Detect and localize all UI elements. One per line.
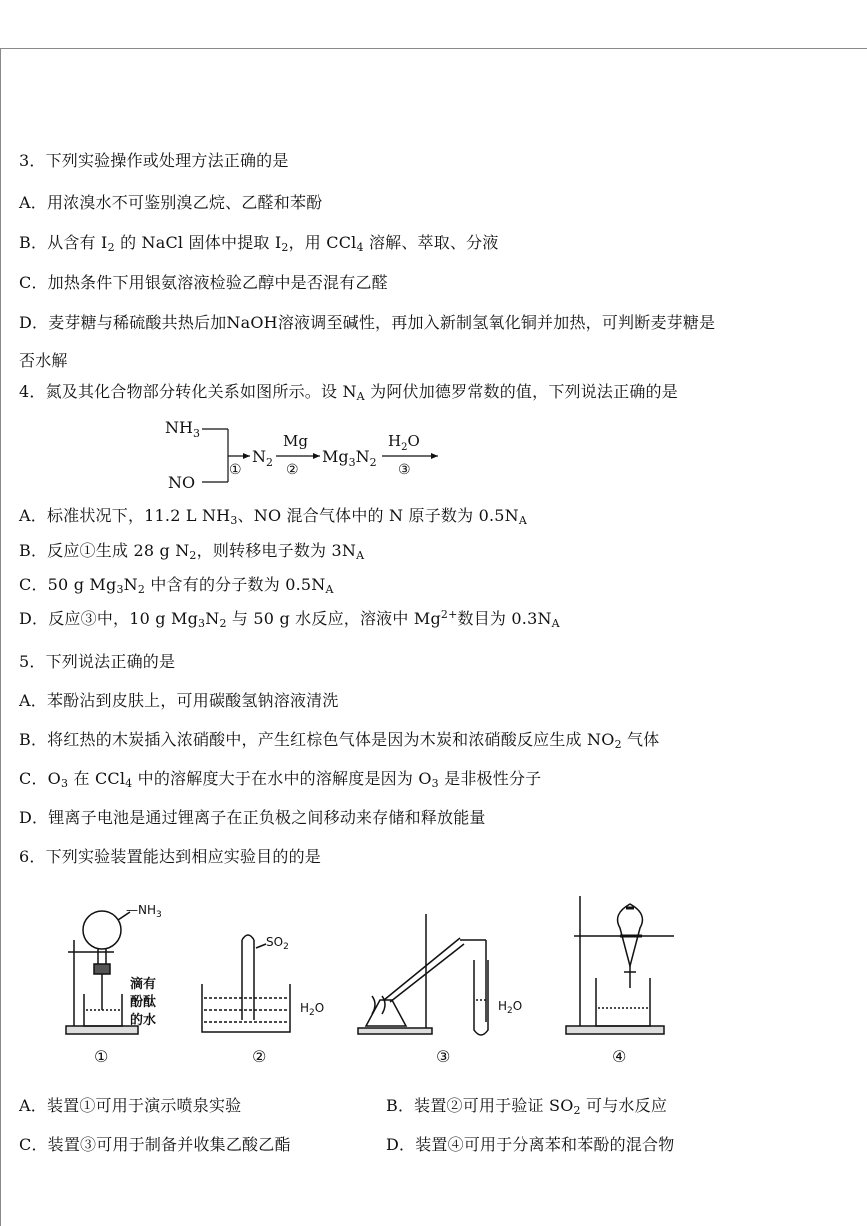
- q6-stem: 6．下列实验装置能达到相应实验目的的是: [19, 847, 321, 866]
- q5-option-a: A．苯酚沾到皮肤上，可用碳酸氢钠溶液清洗: [19, 691, 339, 710]
- q6-option-b: B．装置②可用于验证 $SO_2$ 可与水反应: [386, 1096, 668, 1117]
- q5-option-b: B．将红热的木炭插入浓硝酸中，产生红棕色气体是因为木炭和浓硝酸反应生成 $NO_2$ 气体: [19, 730, 660, 751]
- q6-option-d: D．装置④可用于分离苯和苯酚的混合物: [386, 1135, 675, 1154]
- scheme-n2: $N_2$: [252, 447, 273, 469]
- apparatus-2-h2o-label: $H_2O$: [300, 1001, 325, 1018]
- q5-stem: 5．下列说法正确的是: [19, 652, 176, 671]
- q5-option-d: D．锂离子电池是通过锂离子在正负极之间移动来存储和释放能量: [19, 808, 486, 827]
- apparatus-4-separatory-funnel: [566, 896, 674, 1034]
- q5-option-c: C．$O_3$ 在 CCl$_4$ 中的溶解度大于在水中的溶解度是因为 $O_3$ 是非极性分子: [19, 769, 542, 790]
- scheme-step-3: ③: [398, 462, 411, 478]
- page-border-top: [0, 48, 867, 49]
- q4-option-b: B．反应①生成 28 g $N_2$，则转移电子数为 $3N_A$: [19, 541, 365, 562]
- q4-option-d: D．反应③中，10 g $Mg_3N_2$ 与 50 g 水反应，溶液中 $Mg^{2+}$数目为 $0.3N_A$: [19, 608, 560, 630]
- scheme-step-2: ②: [286, 462, 299, 478]
- apparatus-1-nh3-label: $—NH_3$: [126, 903, 162, 920]
- page-border-left: [0, 48, 1, 1226]
- nitrogen-conversion-scheme: [160, 412, 450, 497]
- q6-option-a: A．装置①可用于演示喷泉实验: [19, 1096, 242, 1115]
- apparatus-2-so2-trough: [202, 935, 290, 1032]
- q3-option-b: B．从含有 $I_2$ 的 NaCl 固体中提取 $I_2$，用 CCl$_4$ 溶解、萃取、分液: [19, 233, 499, 254]
- apparatus-4-number: ④: [612, 1047, 627, 1066]
- apparatus-1-water-label-1: 滴有: [130, 977, 157, 992]
- scheme-no: NO: [168, 473, 196, 492]
- q6-option-c: C．装置③可用于制备并收集乙酸乙酯: [19, 1135, 291, 1154]
- apparatus-figure: [40, 890, 730, 1070]
- apparatus-2-number: ②: [252, 1047, 267, 1066]
- apparatus-1-water-label-2: 酚酞: [130, 995, 157, 1010]
- apparatus-2-so2-label: $SO_2$: [266, 935, 289, 952]
- q3-stem: 3．下列实验操作或处理方法正确的是: [19, 151, 289, 170]
- q4-option-a: A．标准状况下，11.2 L $NH_3$、NO 混合气体中的 N 原子数为 $0.5N_A$: [19, 506, 528, 527]
- q3-option-d-cont: 否水解: [19, 351, 68, 370]
- scheme-nh3: $NH_3$: [165, 418, 200, 440]
- scheme-mg3n2: $Mg_3N_2$: [322, 447, 377, 469]
- q3-option-a: A．用浓溴水不可鉴别溴乙烷、乙醛和苯酚: [19, 193, 323, 212]
- scheme-h2o: $H_2O$: [388, 432, 420, 453]
- apparatus-3-h2o-label: $H_2O$: [498, 999, 523, 1016]
- apparatus-1-fountain: [66, 911, 138, 1034]
- apparatus-1-water-label-3: 的水: [130, 1013, 157, 1028]
- apparatus-3-number: ③: [436, 1047, 451, 1066]
- scheme-mg: Mg: [283, 432, 308, 450]
- apparatus-1-number: ①: [94, 1047, 109, 1066]
- q3-option-c: C．加热条件下用银氨溶液检验乙醇中是否混有乙醛: [19, 273, 388, 292]
- scheme-step-1: ①: [229, 462, 242, 478]
- q3-option-d: D．麦芽糖与稀硫酸共热后加NaOH溶液调至碱性，再加入新制氢氧化铜并加热，可判断麦芽糖是: [19, 313, 716, 332]
- q4-option-c: C．50 g $Mg_3N_2$ 中含有的分子数为 $0.5N_A$: [19, 575, 334, 596]
- apparatus-3-ester-setup: [358, 914, 488, 1035]
- q4-stem: 4．氮及其化合物部分转化关系如图所示。设 $N_A$ 为阿伏加德罗常数的值，下列说法正确的是: [19, 382, 678, 403]
